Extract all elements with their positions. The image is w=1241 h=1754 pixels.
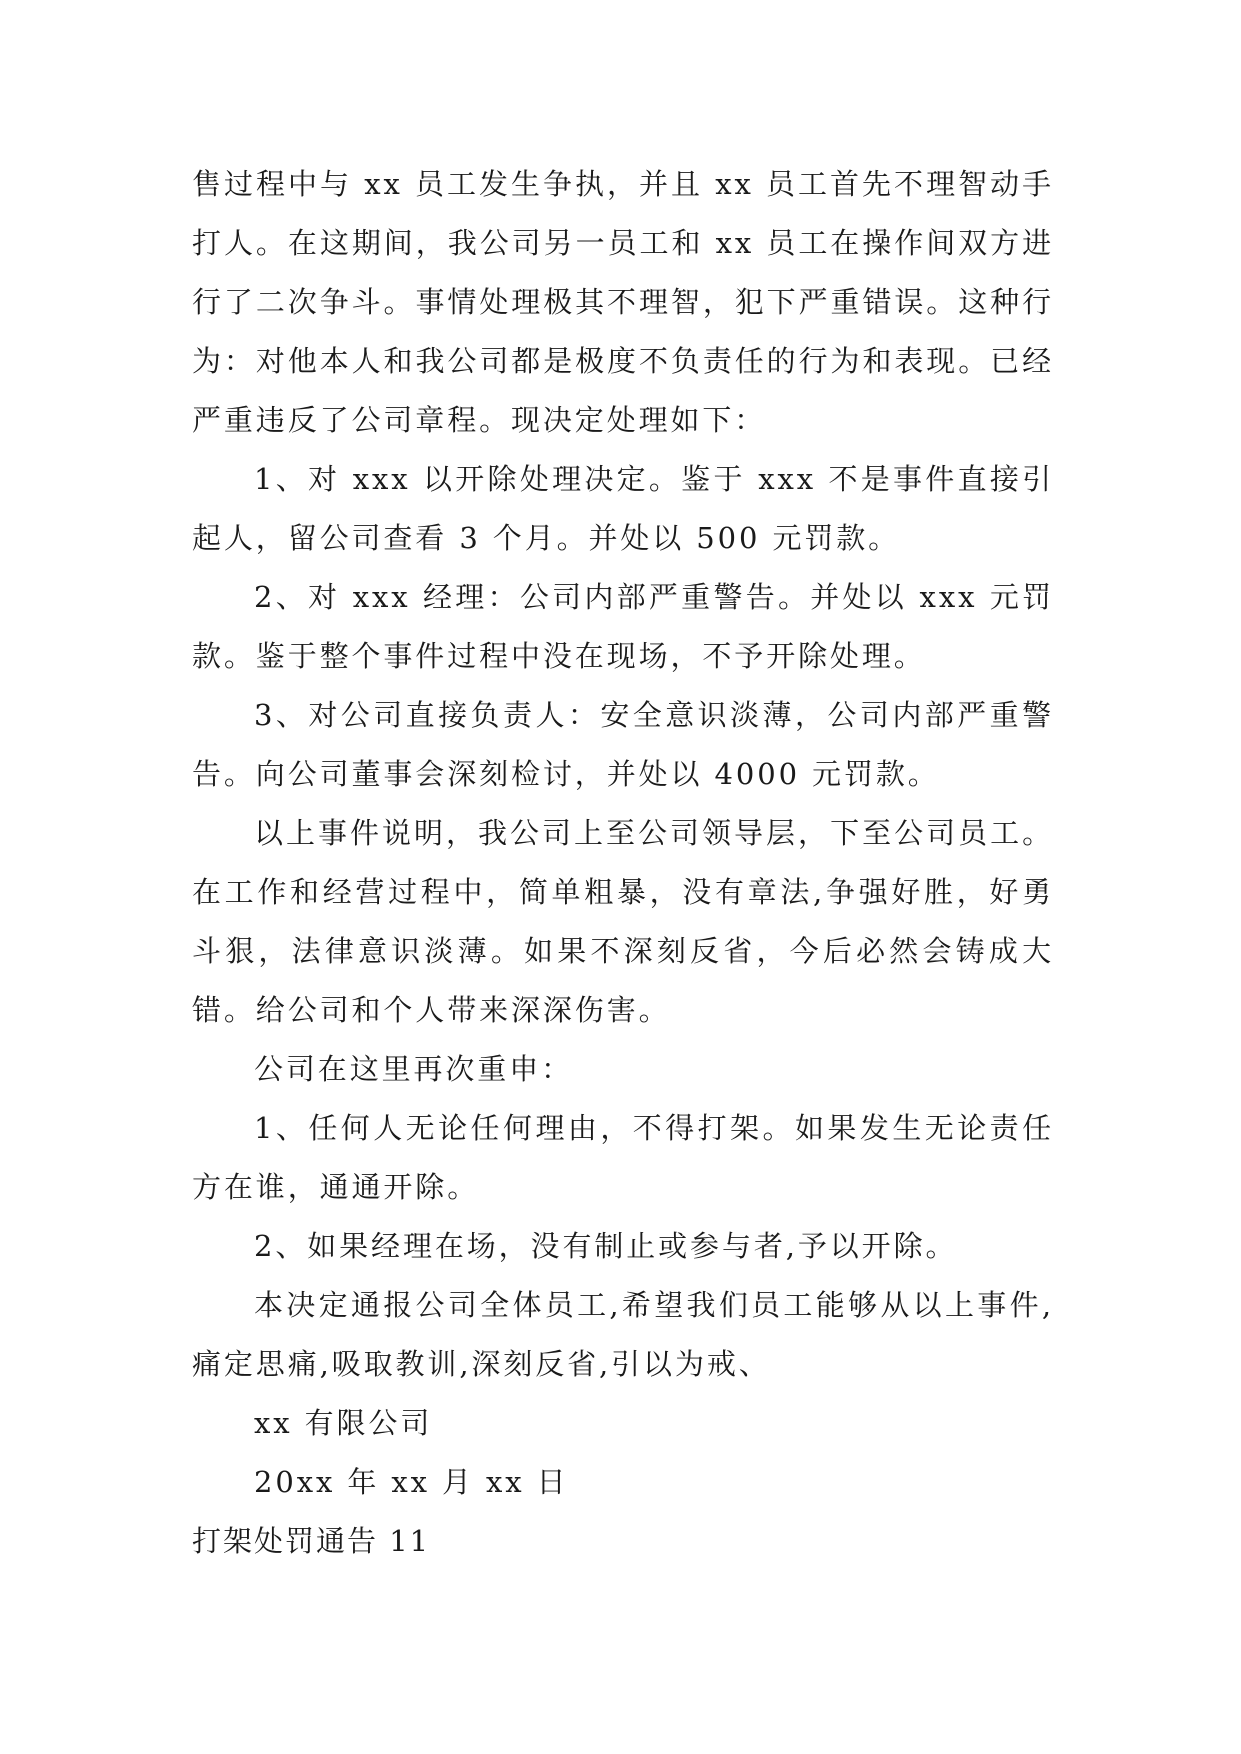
paragraph-rule-1: 1、任何人无论任何理由，不得打架。如果发生无论责任方在谁，通通开除。 [192,1111,1054,1204]
document-page [192,155,1054,1571]
paragraph-notice: 本决定通报公司全体员工,希望我们员工能够从以上事件,痛定思痛,吸取教训,深刻反省,引以为戒、 [192,1288,1054,1381]
signature-date: 20xx 年 xx 月 xx 日 [254,1465,569,1499]
paragraph-explanation: 以上事件说明，我公司上至公司领导层，下至公司员工。在工作和经营过程中，简单粗暴，没有章法,争强好胜，好勇斗狠，法律意识淡薄。如果不深刻反省，今后必然会铸成大错。给公司和个人带来深深伤害。 [192,816,1054,1027]
paragraph-intro: 售过程中与 xx 员工发生争执，并且 xx 员工首先不理智动手打人。在这期间，我公司另一员工和 xx 员工在操作间双方进行了二次争斗。事情处理极其不理智，犯下严重错误。这种行为：对他本人和我公司都是极度不负责任的行为和表现。已经严重违反了公司章程。现决定处理如下： [192,167,1054,437]
paragraph-decision-3: 3、对公司直接负责人：安全意识淡薄，公司内部严重警告。向公司董事会深刻检讨，并处以 4000 元罚款。 [192,698,1054,791]
next-section-title: 打架处罚通告 11 [192,1524,431,1558]
paragraph-rule-2: 2、如果经理在场，没有制止或参与者,予以开除。 [254,1229,958,1263]
signature-company: xx 有限公司 [254,1406,433,1440]
paragraph-decision-2: 2、对 xxx 经理：公司内部严重警告。并处以 xxx 元罚款。鉴于整个事件过程中没在现场，不予开除处理。 [192,580,1054,673]
paragraph-reiterate: 公司在这里再次重申： [254,1052,574,1086]
paragraph-decision-1: 1、对 xxx 以开除处理决定。鉴于 xxx 不是事件直接引起人，留公司查看 3 个月。并处以 500 元罚款。 [192,462,1054,555]
